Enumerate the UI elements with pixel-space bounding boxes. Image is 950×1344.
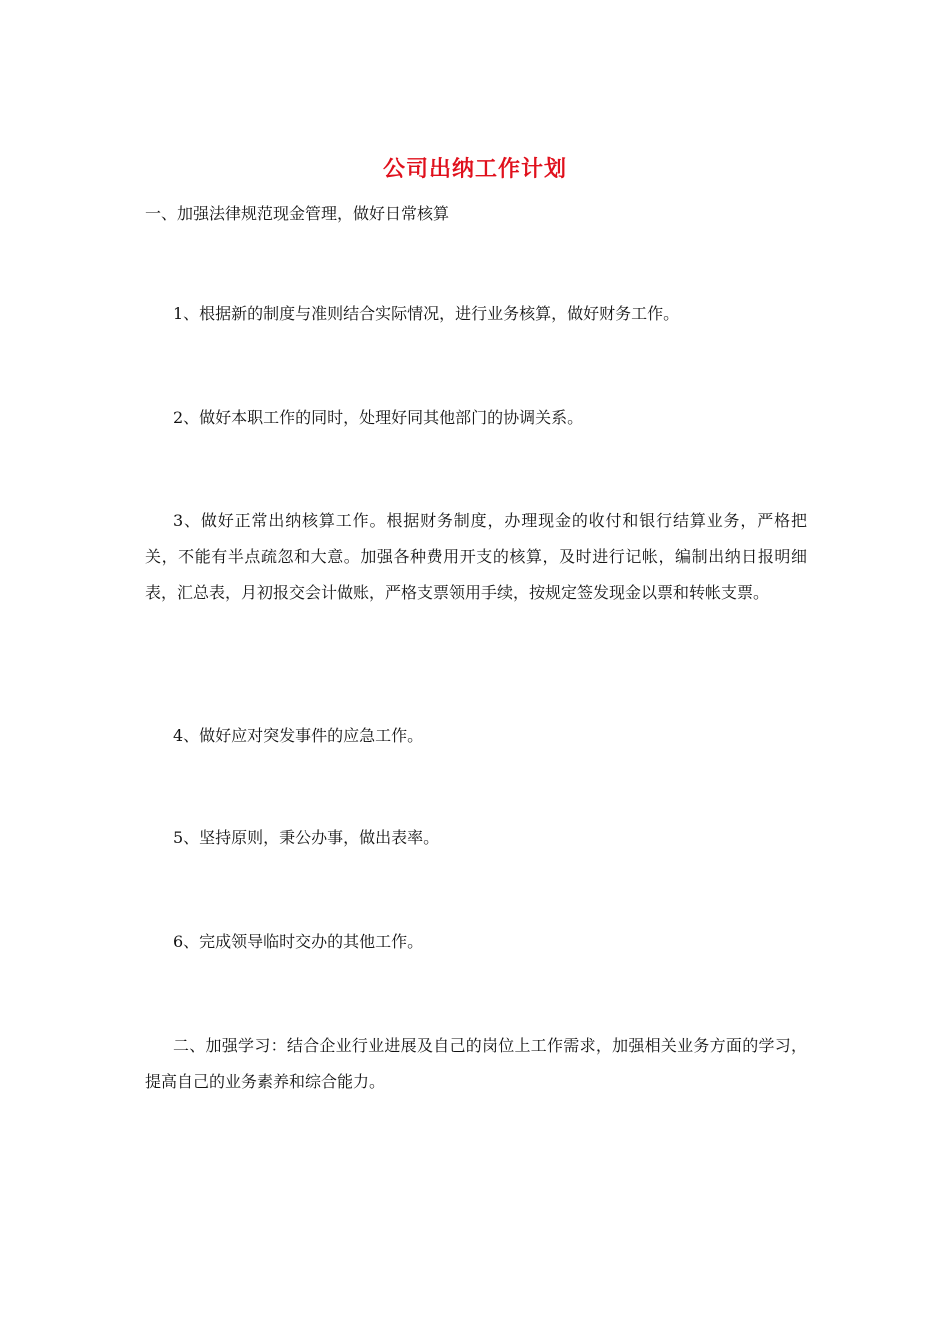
list-item-2: 2、做好本职工作的同时，处理好同其他部门的协调关系。 xyxy=(173,408,584,427)
list-item-6: 6、完成领导临时交办的其他工作。 xyxy=(173,932,424,951)
section-heading-1: 一、加强法律规范现金管理，做好日常核算 xyxy=(145,204,450,223)
list-item-4: 4、做好应对突发事件的应急工作。 xyxy=(173,726,424,745)
section-2-paragraph: 二、加强学习：结合企业行业进展及自己的岗位上工作需求，加强相关业务方面的学习，提高自己的业务素养和综合能力。 xyxy=(145,1036,807,1091)
list-item-3: 3、做好正常出纳核算工作。根据财务制度，办理现金的收付和银行结算业务，严格把关，不能有半点疏忽和大意。加强各种费用开支的核算，及时进行记帐，编制出纳日报明细表，汇总表，月初报交会计做账，严格支票领用手续，按规定签发现金以票和转帐支票。 xyxy=(145,511,807,602)
list-item-5: 5、坚持原则，秉公办事，做出表率。 xyxy=(173,828,440,847)
list-item-1: 1、根据新的制度与准则结合实际情况，进行业务核算，做好财务工作。 xyxy=(173,304,680,323)
document-title: 公司出纳工作计划 xyxy=(382,156,567,182)
